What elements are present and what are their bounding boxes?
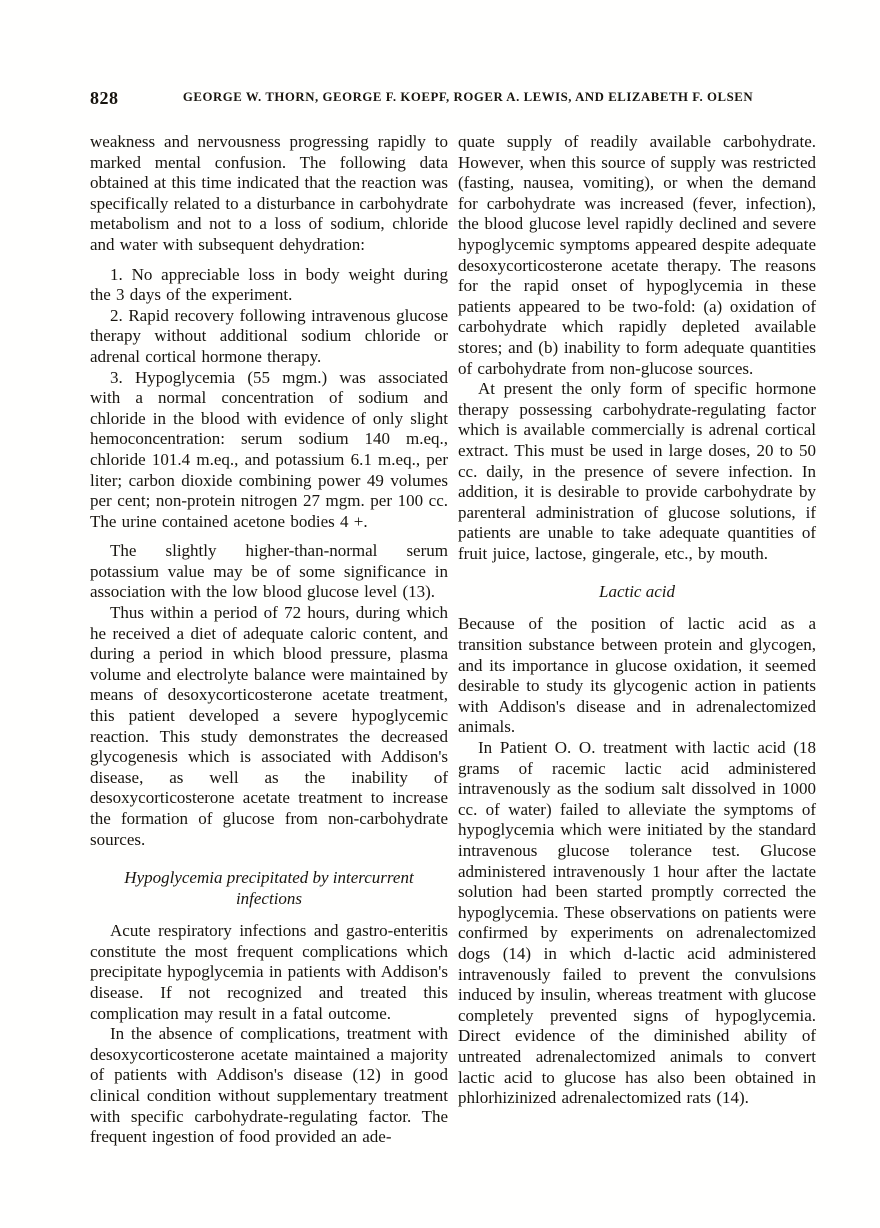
left-column — [90, 132, 448, 1148]
two-column-body — [90, 132, 816, 1148]
paragraph-serum-potassium: The slightly higher-than-normal serum potassium value may be of some significance in association with the low blood glucose level (13). — [90, 541, 448, 602]
right-column — [458, 132, 816, 1148]
paragraph-patient-oo: In Patient O. O. treatment with lactic acid (18 grams of racemic lactic acid administered intravenously as the sodium salt dissolved in 1000 cc. of water) failed to alleviate the symptoms of hypoglycemia which were initiated by the standard intravenous glucose tolerance test. Glucose administered intravenously 1 hour after the lactate solution had been started promptly corrected the hypoglycemia. These observations on patients were confirmed by experiments on adrenalectomized dogs (14) in which d-lactic acid administered intravenously failed to prevent the convulsions induced by insulin, whereas treatment with glucose completely prevented signs of hypoglycemia. Direct evidence of the diminished ability of untreated adrenalectomized animals to convert lactic acid to glucose has also been obtained in phlorhizinized adrenalectomized rats (14). — [458, 738, 816, 1108]
paragraph-lactic-acid-position: Because of the position of lactic acid as a transition substance between protein and glycogen, and its importance in glucose oxidation, it seemed desirable to study its glycogenic action in patients with Addison's disease and in adrenalectomized animals. — [458, 614, 816, 737]
paragraph-continuation: quate supply of readily available carbohydrate. However, when this source of supply was restricted (fasting, nausea, vomiting), or when the demand for carbohydrate was increased (fever, infection), the blood glucose level rapidly declined and severe hypoglycemic symptoms appeared despite adequate desoxycorticosterone acetate therapy. The reasons for the rapid onset of hypoglycemia in these patients appeared to be two-fold: (a) oxidation of carbohydrate which rapidly depleted available stores; and (b) inability to form adequate quantities of carbohydrate from non-glucose sources. — [458, 132, 816, 378]
running-head-authors: GEORGE W. THORN, GEORGE F. KOEPF, ROGER A. LEWIS, AND ELIZABETH F. OLSEN — [182, 90, 754, 104]
paragraph-hormone-therapy: At present the only form of specific hormone therapy possessing carbohydrate-regulating factor which is available commercially is adrenal cortical extract. This must be used in large doses, 20 to 50 cc. daily, in the presence of severe infection. In addition, it is desirable to provide carbohydrate by parenteral administration of glucose solutions, if patients are unable to take adequate quantities of fruit juice, lactose, gingerale, etc., by mouth. — [458, 379, 816, 563]
paragraph-72-hours: Thus within a period of 72 hours, during which he received a diet of adequate caloric content, and during a period in which blood pressure, plasma volume and electrolyte balance were maintained by means of desoxycorticosterone acetate treatment, this patient developed a severe hypoglycemic reaction. This study demonstrates the decreased glycogenesis which is associated with Addison's disease, as well as the inability of desoxycorticosterone acetate treatment to increase the formation of glucose from non-carbohydrate sources. — [90, 603, 448, 849]
list-item-3: 3. Hypoglycemia (55 mgm.) was associated with a normal concentration of sodium and chloride in the blood with evidence of only slight hemoconcentration: serum sodium 140 m.eq., chloride 101.4 m.eq., and potassium 6.1 m.eq., per liter; carbon dioxide combining power 49 volumes per cent; non-protein nitrogen 27 mgm. per 100 cc. The urine contained acetone bodies 4 +. — [90, 367, 448, 531]
page-number: 828 — [90, 88, 119, 108]
section-heading-intercurrent-infections: Hypoglycemia precipitated by intercurrent infections — [124, 868, 414, 909]
page-content — [90, 90, 816, 1148]
section-heading-lactic-acid: Lactic acid — [598, 582, 675, 602]
list-item-1: 1. No appreciable loss in body weight during the 3 days of the experiment. — [90, 264, 448, 305]
paragraph-absence-of-complications: In the absence of complications, treatment with desoxycorticosterone acetate maintained a majority of patients with Addison's disease (12) in good clinical condition without supplementary treatment with specific carbohydrate-regulating factor. The frequent ingestion of food provided an ade- — [90, 1024, 448, 1147]
paragraph-continuation: weakness and nervousness progressing rapidly to marked mental confusion. The following data obtained at this time indicated that the reaction was specifically related to a disturbance in carbohydrate metabolism and not to a loss of sodium, chloride and water with subsequent dehydration: — [90, 132, 448, 254]
paragraph-acute-infections: Acute respiratory infections and gastro-enteritis constitute the most frequent complications which precipitate hypoglycemia in patients with Addison's disease. If not recognized and treated this complication may result in a fatal outcome. — [90, 921, 448, 1023]
running-head — [90, 90, 816, 110]
list-item-2: 2. Rapid recovery following intravenous glucose therapy without additional sodium chloride or adrenal cortical hormone therapy. — [90, 305, 448, 366]
